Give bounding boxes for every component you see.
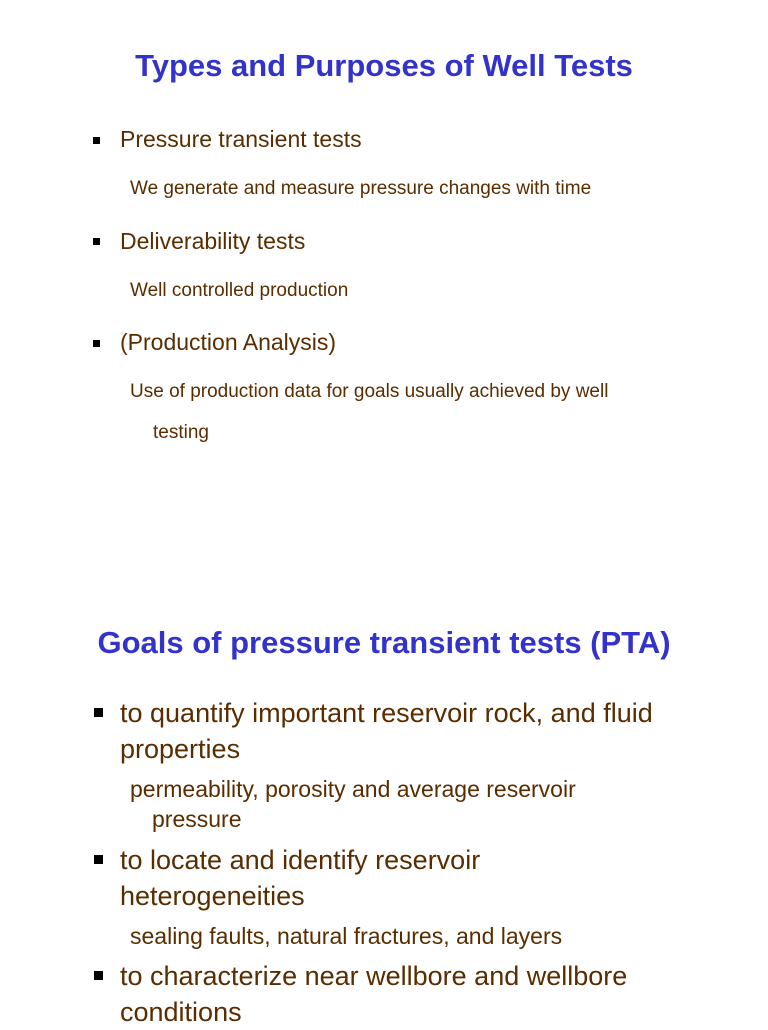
bullet-line: heterogeneities bbox=[120, 881, 305, 911]
bullet-square-icon bbox=[94, 971, 103, 980]
bullet-production-analysis: (Production Analysis) bbox=[120, 329, 337, 355]
bullet-square-icon bbox=[93, 340, 100, 347]
slide-title: Goals of pressure transient tests (PTA) bbox=[97, 625, 671, 660]
bullet-square-icon bbox=[94, 855, 103, 864]
slide-types-and-purposes bbox=[0, 0, 768, 512]
bullet-square-icon bbox=[94, 708, 103, 717]
bullet-square-icon bbox=[93, 238, 100, 245]
bullet-line: properties bbox=[120, 734, 241, 764]
sub-pressure-transient-tests: We generate and measure pressure changes with time bbox=[130, 178, 592, 199]
bullet-pressure-transient-tests: Pressure transient tests bbox=[120, 126, 362, 152]
bullet-line: to locate and identify reservoir bbox=[120, 845, 481, 875]
bullet-quantify-properties bbox=[120, 695, 740, 767]
sub-line: permeability, porosity and average reservoir bbox=[130, 776, 576, 802]
bullet-deliverability-tests: Deliverability tests bbox=[120, 228, 306, 254]
sub-line: pressure bbox=[152, 806, 242, 832]
bullet-locate-heterogeneities bbox=[120, 842, 740, 914]
bullet-line: to characterize near wellbore and wellbore bbox=[120, 961, 628, 991]
sub-locate-heterogeneities: sealing faults, natural fractures, and layers bbox=[130, 923, 563, 949]
bullet-square-icon bbox=[93, 137, 100, 144]
bullet-characterize-wellbore bbox=[120, 958, 740, 1030]
slide-title: Types and Purposes of Well Tests bbox=[135, 48, 633, 83]
bullet-line: to quantify important reservoir rock, and fluid bbox=[120, 698, 653, 728]
sub-quantify-properties bbox=[130, 774, 730, 834]
slide-goals-of-pta bbox=[0, 512, 768, 1027]
sub-production-analysis-line2: testing bbox=[153, 422, 209, 443]
sub-deliverability-tests: Well controlled production bbox=[130, 280, 349, 301]
bullet-line: conditions bbox=[120, 997, 242, 1027]
sub-production-analysis-line1: Use of production data for goals usually achieved by well bbox=[130, 381, 609, 402]
